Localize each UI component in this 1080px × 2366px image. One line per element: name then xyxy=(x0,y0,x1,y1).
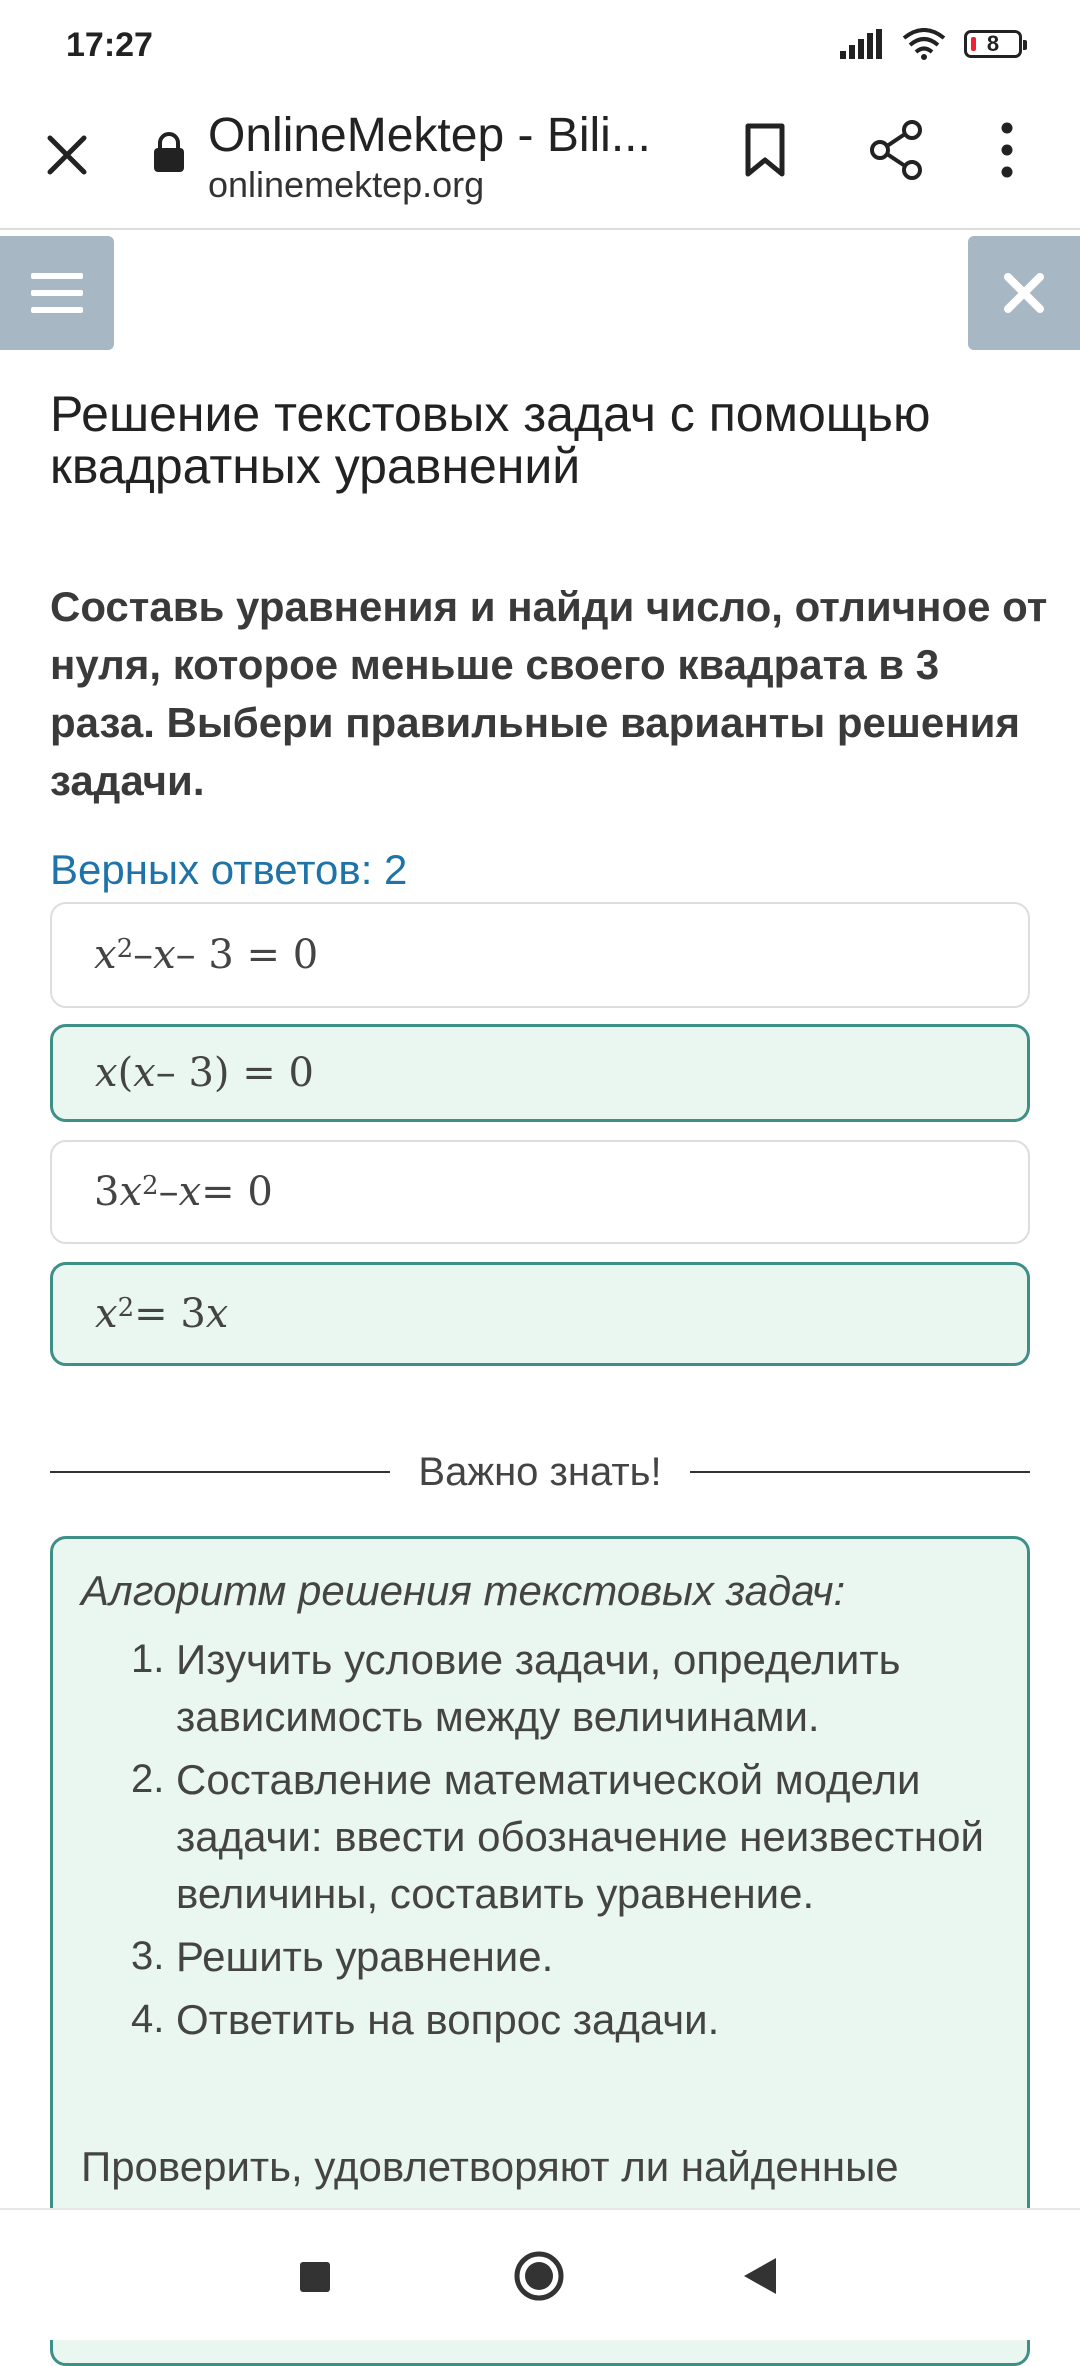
answer-option-4[interactable]: x $^2$ = 3 x xyxy=(50,1262,1030,1366)
list-item: 4. Ответить на вопрос задачи. xyxy=(131,1996,720,2043)
close-icon xyxy=(1002,271,1046,315)
answer-option-2[interactable]: x ( x – 3) = 0 xyxy=(50,1024,1030,1122)
important-label: Важно знать! xyxy=(418,1449,662,1494)
battery-icon xyxy=(964,30,1022,58)
url-text[interactable]: onlinemektep.org xyxy=(208,164,485,205)
status-icons xyxy=(840,28,1022,60)
correct-answers-count: Верных ответов: 2 xyxy=(50,846,408,893)
hamburger-icon xyxy=(31,271,83,315)
signal-icon xyxy=(840,29,884,59)
info-note: Проверить, удовлетворяют ли найденные xyxy=(81,2143,899,2190)
close-lesson-button[interactable] xyxy=(968,236,1080,350)
status-bar xyxy=(0,0,1080,90)
lock-icon[interactable] xyxy=(152,132,186,172)
list-item: 1. Изучить условие задачи, определить зависимость между величинами. xyxy=(131,1636,901,1740)
page-title-tab[interactable]: OnlineMektep - Bili... xyxy=(208,109,651,162)
lesson-title: Решение текстовых задач с помощью квадратных уравнений xyxy=(50,386,931,494)
list-item: 2. Составление математической модели задачи: ввести обозначение неизвестной величины, составить уравнение. xyxy=(131,1756,984,1917)
status-time: 17:27 xyxy=(66,26,153,64)
recents-icon[interactable] xyxy=(300,2262,330,2292)
close-tab-icon[interactable] xyxy=(40,128,94,182)
home-icon[interactable] xyxy=(513,2250,565,2302)
browser-toolbar xyxy=(0,90,1080,230)
info-heading: Алгоритм решения текстовых задач: xyxy=(81,1567,846,1614)
divider-line-right xyxy=(690,1471,1030,1473)
important-divider xyxy=(50,1444,1030,1500)
divider-line-left xyxy=(50,1471,390,1473)
answer-option-1[interactable]: x $^2$ – x – 3 = 0 xyxy=(50,902,1030,1008)
share-icon[interactable] xyxy=(868,120,924,180)
battery-level: 8 xyxy=(986,31,1000,56)
answer-option-3[interactable]: 3 x $^2$ – x = 0 xyxy=(50,1140,1030,1244)
wifi-icon xyxy=(902,28,946,60)
more-menu-icon[interactable] xyxy=(1000,120,1014,180)
system-nav-bar xyxy=(0,2208,1080,2340)
menu-button[interactable] xyxy=(0,236,114,350)
list-item: 3. Решить уравнение. xyxy=(131,1933,554,1980)
back-icon[interactable] xyxy=(742,2256,778,2296)
question-text: Составь уравнения и найди число, отличное от нуля, которое меньше своего квадрата в 3 раза. Выбери правильные варианты решения задачи. xyxy=(50,583,1048,804)
bookmark-icon[interactable] xyxy=(742,122,788,178)
algorithm-steps xyxy=(131,1631,1011,2054)
